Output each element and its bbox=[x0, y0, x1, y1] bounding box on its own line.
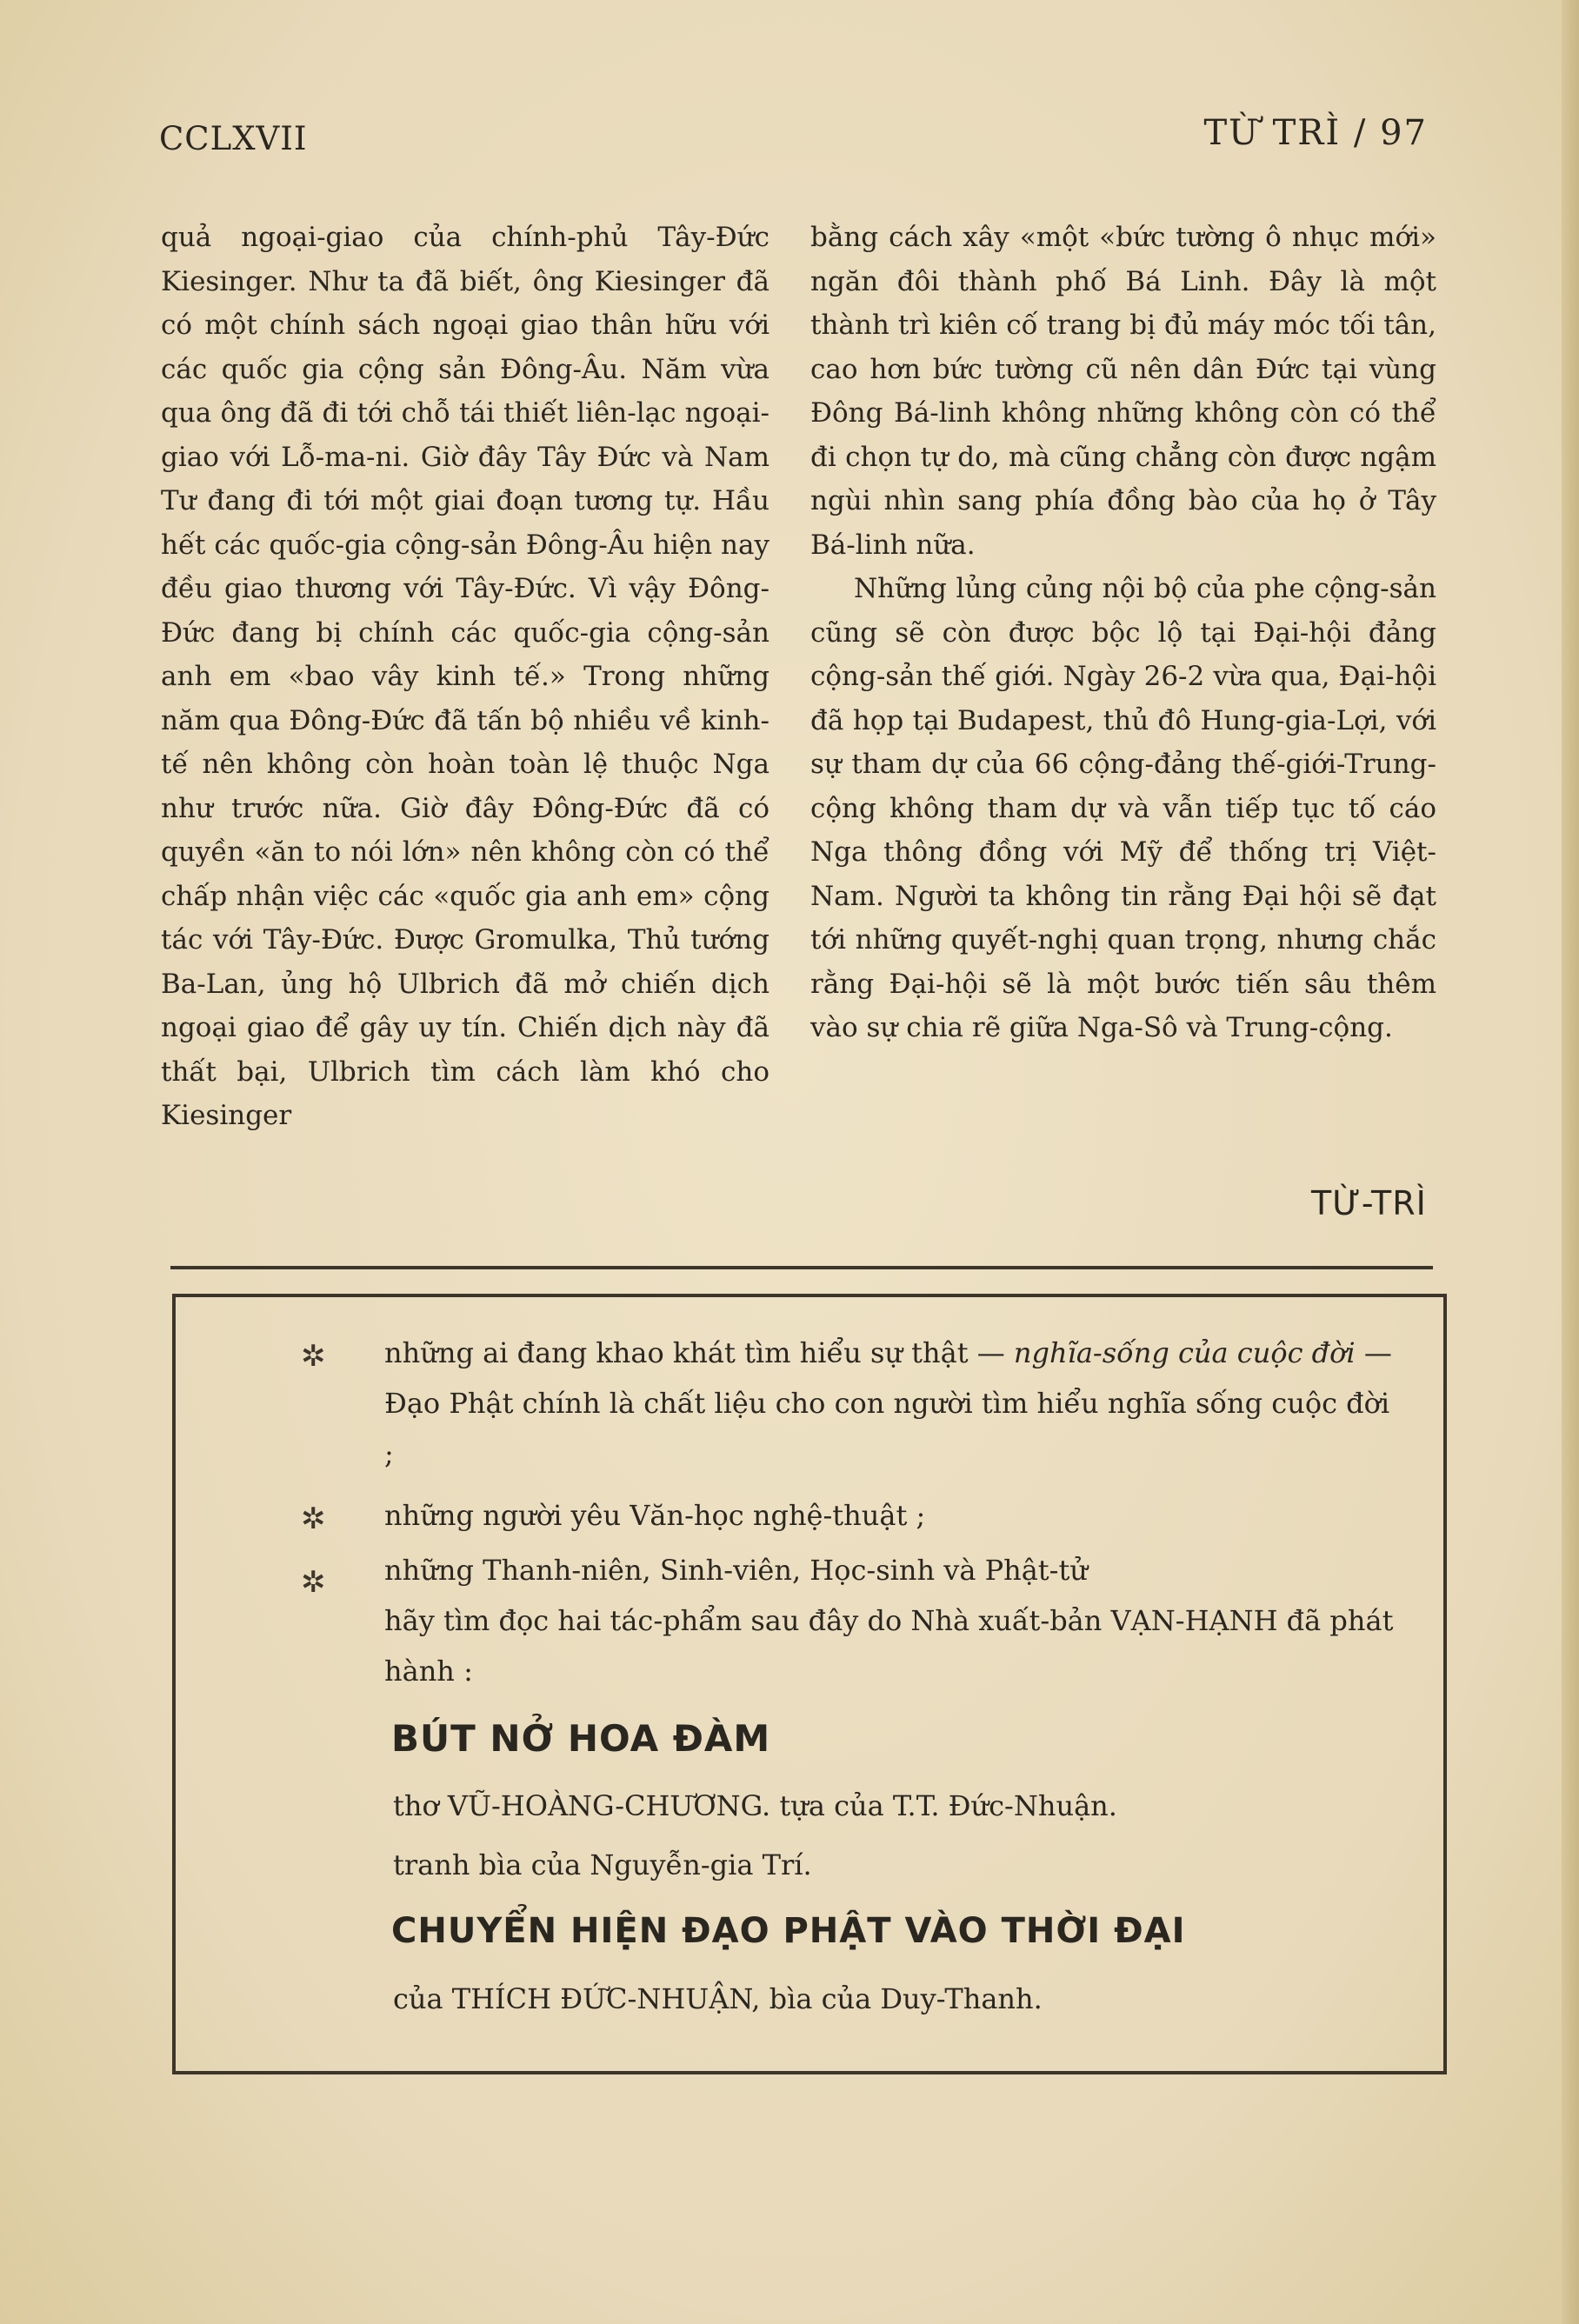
ad-item-3: những Thanh-niên, Sinh-viên, Học-sinh và Phật-tử bbox=[384, 1554, 1088, 1587]
ad-item-1-text-b: — Đạo Phật chính là chất liệu cho con người tìm hiểu nghĩa sống cuộc đời ; bbox=[384, 1336, 1392, 1470]
page-section-numeral: CCLXVII bbox=[159, 120, 308, 157]
ad-item-1-text-a: những ai đang khao khát tìm hiểu sự thật — bbox=[384, 1336, 1014, 1369]
star-bullet-icon: ✲ bbox=[301, 1565, 326, 1600]
ad-item-1-emphasis: nghĩa-sống của cuộc đời bbox=[1013, 1336, 1356, 1369]
ad-item-2: những người yêu Văn-học nghệ-thuật ; bbox=[384, 1499, 926, 1532]
right-column bbox=[810, 216, 1436, 1050]
star-bullet-icon: ✲ bbox=[301, 1339, 326, 1374]
author-signature: TỪ-TRÌ bbox=[1311, 1184, 1427, 1222]
page-edge bbox=[1562, 0, 1579, 2324]
left-column bbox=[161, 216, 770, 1138]
ad-item-1 bbox=[384, 1328, 1402, 1479]
book-2-title: CHUYỂN HIỆN ĐẠO PHẬT VÀO THỜI ĐẠI bbox=[391, 1911, 1186, 1951]
divider-rule bbox=[170, 1266, 1433, 1269]
right-column-paragraph-1: bằng cách xây «một «bức tường ô nhục mới» ngăn đôi thành phố Bá Linh. Đây là một thành trì kiên cố trang bị đủ máy móc tối tân, cao hơn bức tường cũ nên dân Đức tại vùng Đông Bá-linh không những không còn có thể đi chọn tự do, mà cũng chẳng còn được ngậm ngùi nhìn sang phía đồng bào của họ ở Tây Bá-linh nữa. bbox=[810, 222, 1436, 561]
ad-intro: hãy tìm đọc hai tác-phẩm sau đây do Nhà xuất-bản VẠN-HẠNH đã phát hành : bbox=[384, 1604, 1394, 1688]
book-2-credits: của THÍCH ĐỨC-NHUẬN, bìa của Duy-Thanh. bbox=[393, 1982, 1043, 2015]
right-column-paragraph-2: Những lủng củng nội bộ của phe cộng-sản cũng sẽ còn được bộc lộ tại Đại-hội đảng cộng-sản thế giới. Ngày 26-2 vừa qua, Đại-hội đã họp tại Budapest, thủ đô Hung-gia-Lợi, với sự tham dự của 66 cộng-đảng thế-giới-Trung-cộng không tham dự và vẫn tiếp tục tố cáo Nga thông đồng với Mỹ để thống trị Việt-Nam. Người ta không tin rằng Đại hội sẽ đạt tới những quyết-nghị quan trọng, nhưng chắc rằng Đại-hội sẽ là một bước tiến sâu thêm vào sự chia rẽ giữa Nga-Sô và Trung-cộng. bbox=[810, 573, 1436, 1043]
star-bullet-icon: ✲ bbox=[301, 1502, 326, 1536]
book-1-cover-credit: tranh bìa của Nguyễn-gia Trí. bbox=[393, 1848, 812, 1881]
book-1-credits: thơ VŨ-HOÀNG-CHƯƠNG. tựa của T.T. Đức-Nhuận. bbox=[393, 1789, 1117, 1822]
book-1-title: BÚT NỞ HOA ĐÀM bbox=[391, 1717, 771, 1760]
page-running-header: TỪ TRÌ / 97 bbox=[1203, 113, 1428, 153]
left-column-paragraph: quả ngoại-giao của chính-phủ Tây-Đức Kiesinger. Như ta đã biết, ông Kiesinger đã có một chính sách ngoại giao thân hữu với các quốc gia cộng sản Đông-Âu. Năm vừa qua ông đã đi tới chỗ tái thiết liên-lạc ngoại-giao với Lỗ-ma-ni. Giờ đây Tây Đức và Nam Tư đang đi tới một giai đoạn tương tự. Hầu hết các quốc-gia cộng-sản Đông-Âu hiện nay đều giao thương với Tây-Đức. Vì vậy Đông-Đức đang bị chính các quốc-gia cộng-sản anh em «bao vây kinh tế.» Trong những năm qua Đông-Đức đã tấn bộ nhiều về kinh-tế nên không còn hoàn toàn lệ thuộc Nga như trước nữa. Giờ đây Đông-Đức đã có quyền «ăn to nói lớn» nên không còn có thể chấp nhận việc các «quốc gia anh em» cộng tác với Tây-Đức. Được Gromulka, Thủ tướng Ba-Lan, ủng hộ Ulbrich đã mở chiến dịch ngoại giao để gây uy tín. Chiến dịch này đã thất bại, Ulbrich tìm cách làm khó cho Kiesinger bbox=[161, 222, 770, 1131]
